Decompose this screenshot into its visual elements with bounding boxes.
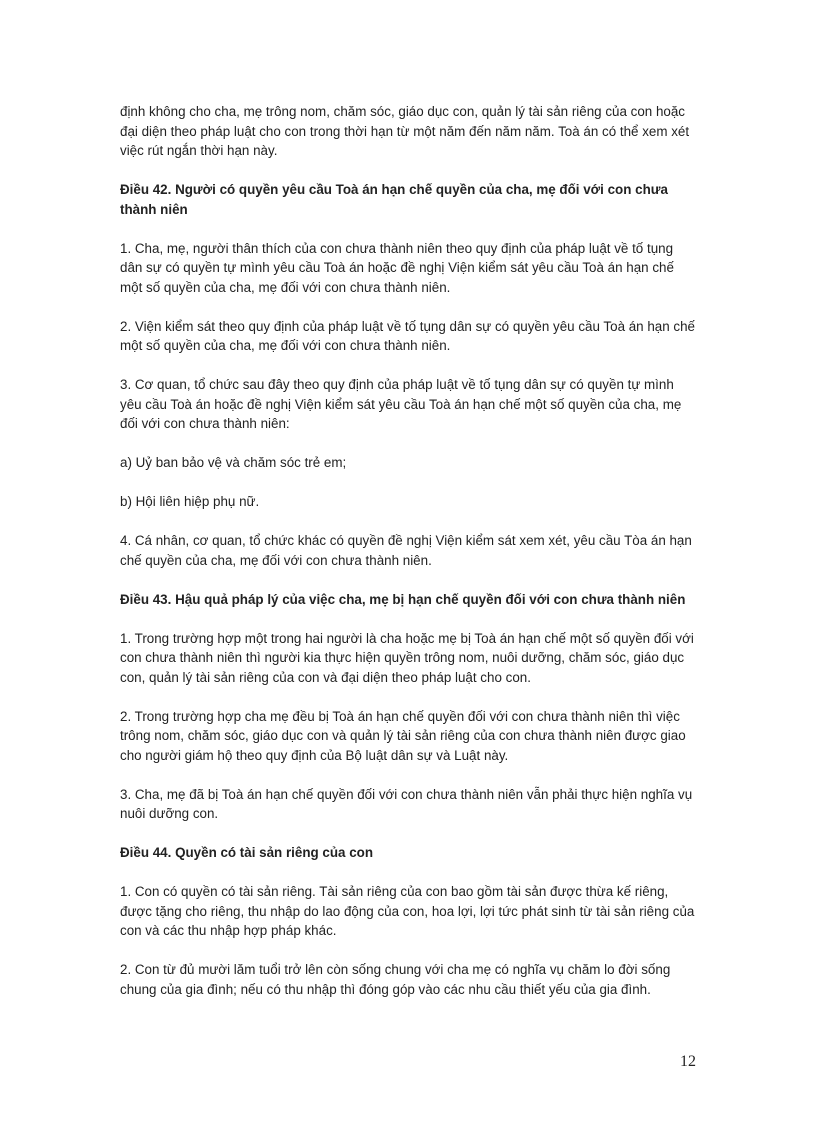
article-42-clause-3b: b) Hội liên hiệp phụ nữ. xyxy=(120,494,260,509)
page-number: 12 xyxy=(680,1053,696,1070)
document-body xyxy=(120,102,698,1019)
article-42-clause-1: 1. Cha, mẹ, người thân thích của con chưa thành niên theo quy định của pháp luật về tố tụng dân sự có quyền tự mình yêu cầu Toà án hoặc đề nghị Viện kiểm sát yêu cầu Toà án hạn chế một số quyền của cha, mẹ đối với con chưa thành niên. xyxy=(120,240,674,295)
article-42-clause-2: 2. Viện kiểm sát theo quy định của pháp luật về tố tụng dân sự có quyền yêu cầu Toà án hạn chế một số quyền của cha, mẹ đối với con chưa thành niên. xyxy=(120,318,695,353)
article-44-clause-1: 1. Con có quyền có tài sản riêng. Tài sản riêng của con bao gồm tài sản được thừa kế riêng, được tặng cho riêng, thu nhập do lao động của con, hoa lợi, lợi tức phát sinh từ tài sản riêng của con và các thu nhập hợp pháp khác. xyxy=(120,884,695,938)
article-43-clause-2: 2. Trong trường hợp cha mẹ đều bị Toà án hạn chế quyền đối với con chưa thành niên thì việc trông nom, chăm sóc, giáo dục con và quản lý tài sản riêng của con chưa thành niên được giao cho người giám hộ theo quy định của Bộ luật dân sự và Luật này. xyxy=(120,708,686,763)
article-42-heading: Điều 42. Người có quyền yêu cầu Toà án hạn chế quyền của cha, mẹ đối với con chưa thành niên xyxy=(120,182,668,217)
article-44-heading: Điều 44. Quyền có tài sản riêng của con xyxy=(120,845,374,860)
article-42-clause-3: 3. Cơ quan, tổ chức sau đây theo quy định của pháp luật về tố tụng dân sự có quyền tự mình yêu cầu Toà án hoặc đề nghị Viện kiểm sát yêu cầu Toà án hạn chế một số quyền của cha, mẹ đối với con chưa thành niên: xyxy=(120,377,682,431)
article-43-clause-3: 3. Cha, mẹ đã bị Toà án hạn chế quyền đối với con chưa thành niên vẫn phải thực hiện nghĩa vụ nuôi dưỡng con. xyxy=(120,786,693,821)
article-42-clause-3a: a) Uỷ ban bảo vệ và chăm sóc trẻ em; xyxy=(120,455,347,470)
article-44-clause-2: 2. Con từ đủ mười lăm tuổi trở lên còn sống chung với cha mẹ có nghĩa vụ chăm lo đời sống chung của gia đình; nếu có thu nhập thì đóng góp vào các nhu cầu thiết yếu của gia đình. xyxy=(120,962,671,997)
article-42-clause-4: 4. Cá nhân, cơ quan, tổ chức khác có quyền đề nghị Viện kiểm sát xem xét, yêu cầu Tòa án hạn chế quyền của cha, mẹ đối với con chưa thành niên. xyxy=(120,533,692,568)
paragraph-continuation: định không cho cha, mẹ trông nom, chăm sóc, giáo dục con, quản lý tài sản riêng của con hoặc đại diện theo pháp luật cho con trong thời hạn từ một năm đến năm năm. Toà án có thể xem xét việc rút ngắn thời hạn này. xyxy=(120,104,690,158)
article-43-heading: Điều 43. Hậu quả pháp lý của việc cha, mẹ bị hạn chế quyền đối với con chưa thành niên xyxy=(120,591,686,607)
article-43-clause-1: 1. Trong trường hợp một trong hai người là cha hoặc mẹ bị Toà án hạn chế một số quyền đối với con chưa thành niên thì người kia thực hiện quyền trông nom, nuôi dưỡng, chăm sóc, giáo dục con, quản lý tài sản riêng của con và đại diện theo pháp luật cho con. xyxy=(120,630,694,685)
